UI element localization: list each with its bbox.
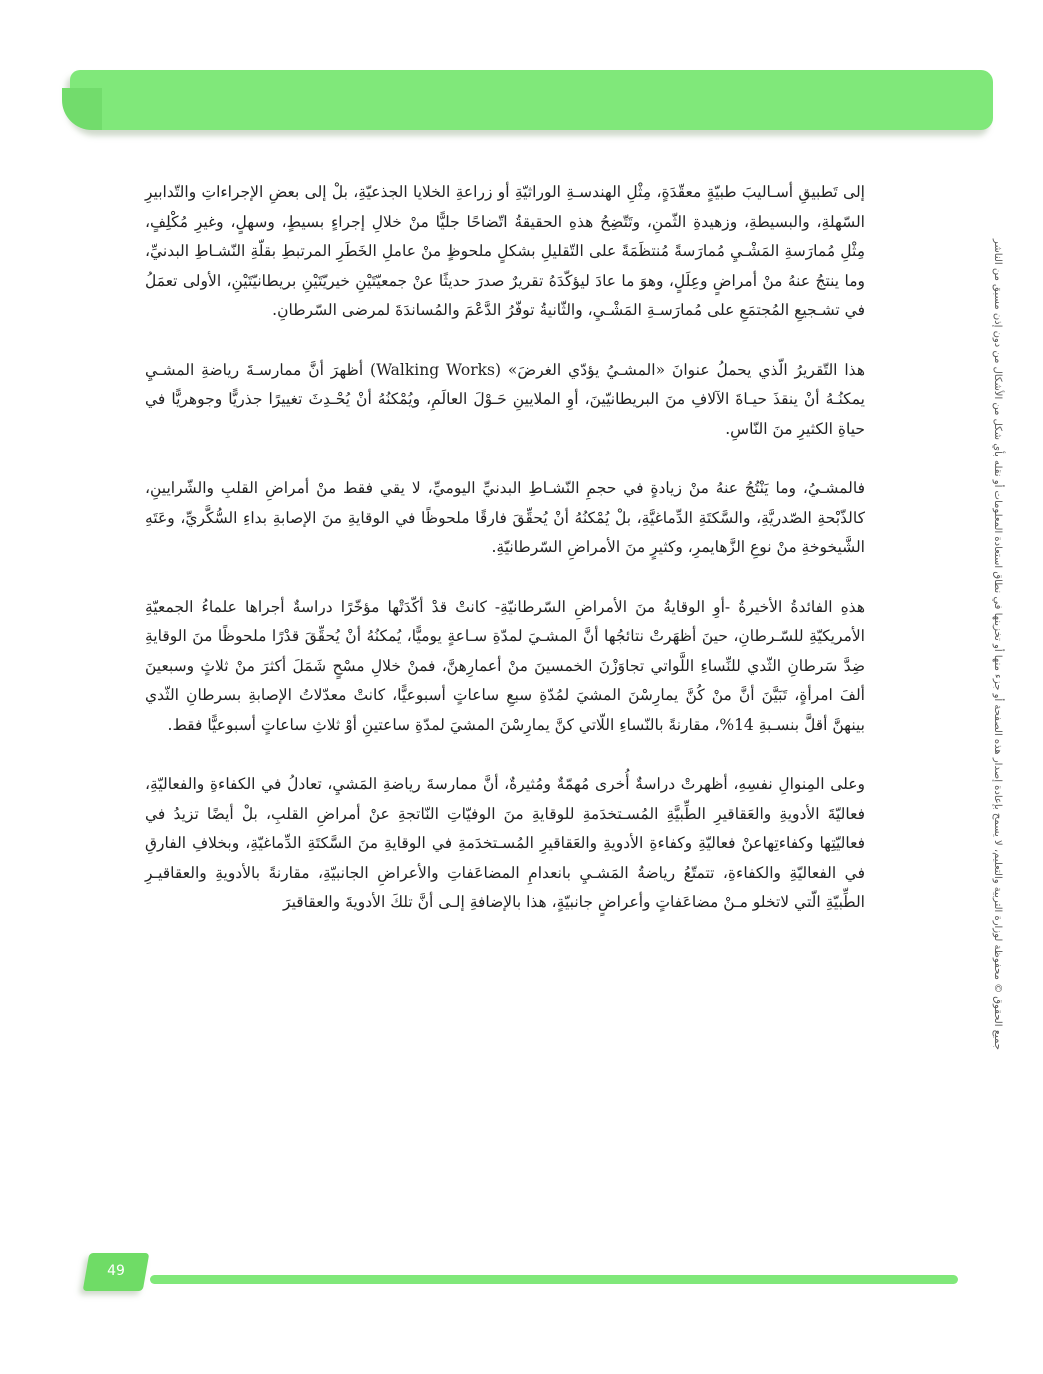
- footer-rule: [150, 1275, 958, 1284]
- paragraph: هذا التّقريرُ الّذي يحملُ عنوانَ «المشـيُ يؤدّي الغرضَ» (Walking Works) أظهرَ أنَّ ممارسـةَ رياضةِ المشـيِ يمكنُـهُ أنْ ينقذَ حيـاةَ الآلافِ منَ البريطانيّينَ، أوِ الملايينِ حَـوْلَ العالَمِ، ويُمْكنُهُ أنْ يُحْـدِثَ تغييرًا جذريًّا وجوهريًّا في حياةِ الكثيرِ منَ النّاسِ.: [145, 360, 865, 438]
- header-band: [70, 70, 993, 130]
- paragraph: وعلى المِنوالِ نفسِهِ، أظهرتْ دراسةٌ أُخرى مُهمّةٌ ومُثيرةٌ، أنَّ ممارسةَ رياضةِ المَشيِ، تعادلُ في الكفاءةِ والفعاليّةِ، فعاليّةَ الأدويةِ والعَقاقيرِ الطِّبيَّةِ المُسـتخدَمةِ للوقايةِ منَ الوفيّاتِ النّاتجةِ عنْ أمراضِ القلبِ، بلْ أيضًا تزيدُ في فعاليّتِها وكفاءتِهاعنْ فعاليّةِ وكفاءةِ الأدويةِ والعَقاقيرِ المُسـتخدَمةِ في الوقايةِ منَ السَّكتَةِ الدِّماغيّةِ، وبخلافِ الفارقِ في الفعاليّةِ والكفاءةِ، تتمتّعُ رياضةُ المَشـيِ بانعدامِ المضاعَفاتِ والأعراضِ الجانبيّةِ، مقارنةً بالأدويةِ والعقاقيـرِ الطِّبيّةِ الّتي لاتخلو مـنْ مضاعَفاتٍ وأعراضٍ جانبيّةٍ، هذا بالإضافةِ إلـى أنَّ تلكَ الأدويةَ والعقاقيرَ: [145, 775, 865, 911]
- paragraph: إلى تَطبيقِ أسـاليبَ طبيّةٍ معقّدَةٍ، مِثْلِ الهندسـةِ الوراثيّةِ أو زراعةِ الخلايا الجذعيّةِ، بلْ إلى بعضِ الإجراءاتِ والتّدابيرِ السّهلةِ، والبسيطةِ، وزهيدةِ الثّمنِ، وتَتّضِحُ هذهِ الحقيقةُ اتّضاحًا جليًّا منْ خلالِ إجراءٍ بسيطٍ، وسهلٍ، وغيرِ مُكْلِفٍ، مِثْلِ مُمارَسةِ المَشْـيِ مُمارَسةً مُنتظَمَةً على التّقليلِ بشكلٍ ملحوظٍ منْ عاملِ الخَطَرِ المرتبطِ بقلّةِ النّشـاطِ البدنيِّ، وما ينتجُ عنهُ منْ أمراضٍ وعِلَلٍ، وهوَ ما عادَ ليؤكّدَهُ تقريرٌ صدرَ حديثًا عنْ جمعيّتَيْنِ خيريّتَيْنِ بريطانيّتَيْنِ، الأولى تعمَلُ في تشـجيعِ المُجتمَعِ على مُمارَسـةِ المَشْـيِ، والثّانيةُ توفّرُ الدَّعْمَ والمُساندَةَ لمرضى السّرطانِ.: [145, 183, 865, 319]
- paragraph: فالمشـيُ، وما يَنْتُجُ عنهُ منْ زيادةٍ في حجمِ النّشـاطِ البدنيِّ اليوميِّ، لا يقي فقط منْ أمراضِ القلبِ والشّرايينِ، كالذّبْحةِ الصّدريَّةِ، والسَّكتَةِ الدِّماغيَّةِ، بلْ يُمْكنُهُ أنْ يُحقِّقَ فارقًا ملحوظًا في الوقايةِ منَ الإصابةِ بداءِ السُّكَّريِّ، وعَتَهِ الشَّيخوخةِ منْ نوعِ الزَّهايمرِ، وكثيرٍ منَ الأمراضِ السّرطانيّةِ.: [145, 479, 865, 556]
- copyright-note: جميع الحقوق © محفوظة لوزارة التربية والتعليم، لا يسمح بإعادة إصدار هذه الصفحة أو جزء منها أو تخزينها في نطاق استعادة المعلومات أو نقله بأي شكل من الأشكال من دون إذن مسبق من الناشر: [992, 238, 1003, 1050]
- article-body: [145, 178, 865, 948]
- paragraph: هذهِ الفائدةُ الأخيرةُ -أوِ الوقايةُ منَ الأمراضِ السّرطانيّةِ- كانتْ قدْ أكّدَتْها مؤخّرًا دراسةٌ أجراها علماءُ الجمعيّةِ الأمريكيّةِ للسّـرطانِ، حينَ أظهَرتْ نتائجُها أنَّ المشـيَ لمدّةِ سـاعةٍ يوميًّا، يُمكنُهُ أنْ يُحقِّقَ قدْرًا ملحوظًا منَ الوقايةِ ضِدَّ سَرطانِ الثّدي للنِّساءِ اللَّواتي تجاوَزْنَ الخمسينَ منْ أعمارِهنَّ، فمنْ خلالِ مسْحٍ شَمَلَ أكثرَ منْ ثلاثٍ وسبعينَ ألفَ امرأةٍ، تَبَيَّنَ أنَّ منْ كُنَّ يمارِسْنَ المشيَ لمُدّةِ سبعِ ساعاتٍ أسبوعيًّا، كانتْ معدّلاتُ الإصابةِ بسرطانِ الثّدي بينهنَّ أقلَّ بنسـبةِ 14%، مقارنةً بالنّساءِ اللّاتي كنَّ يمارِسْنَ المشيَ لمدّةِ ساعتينِ أوْ ثلاثِ ساعاتٍ أسبوعيًّا فقط.: [145, 597, 865, 734]
- page-number: 49: [107, 1263, 125, 1279]
